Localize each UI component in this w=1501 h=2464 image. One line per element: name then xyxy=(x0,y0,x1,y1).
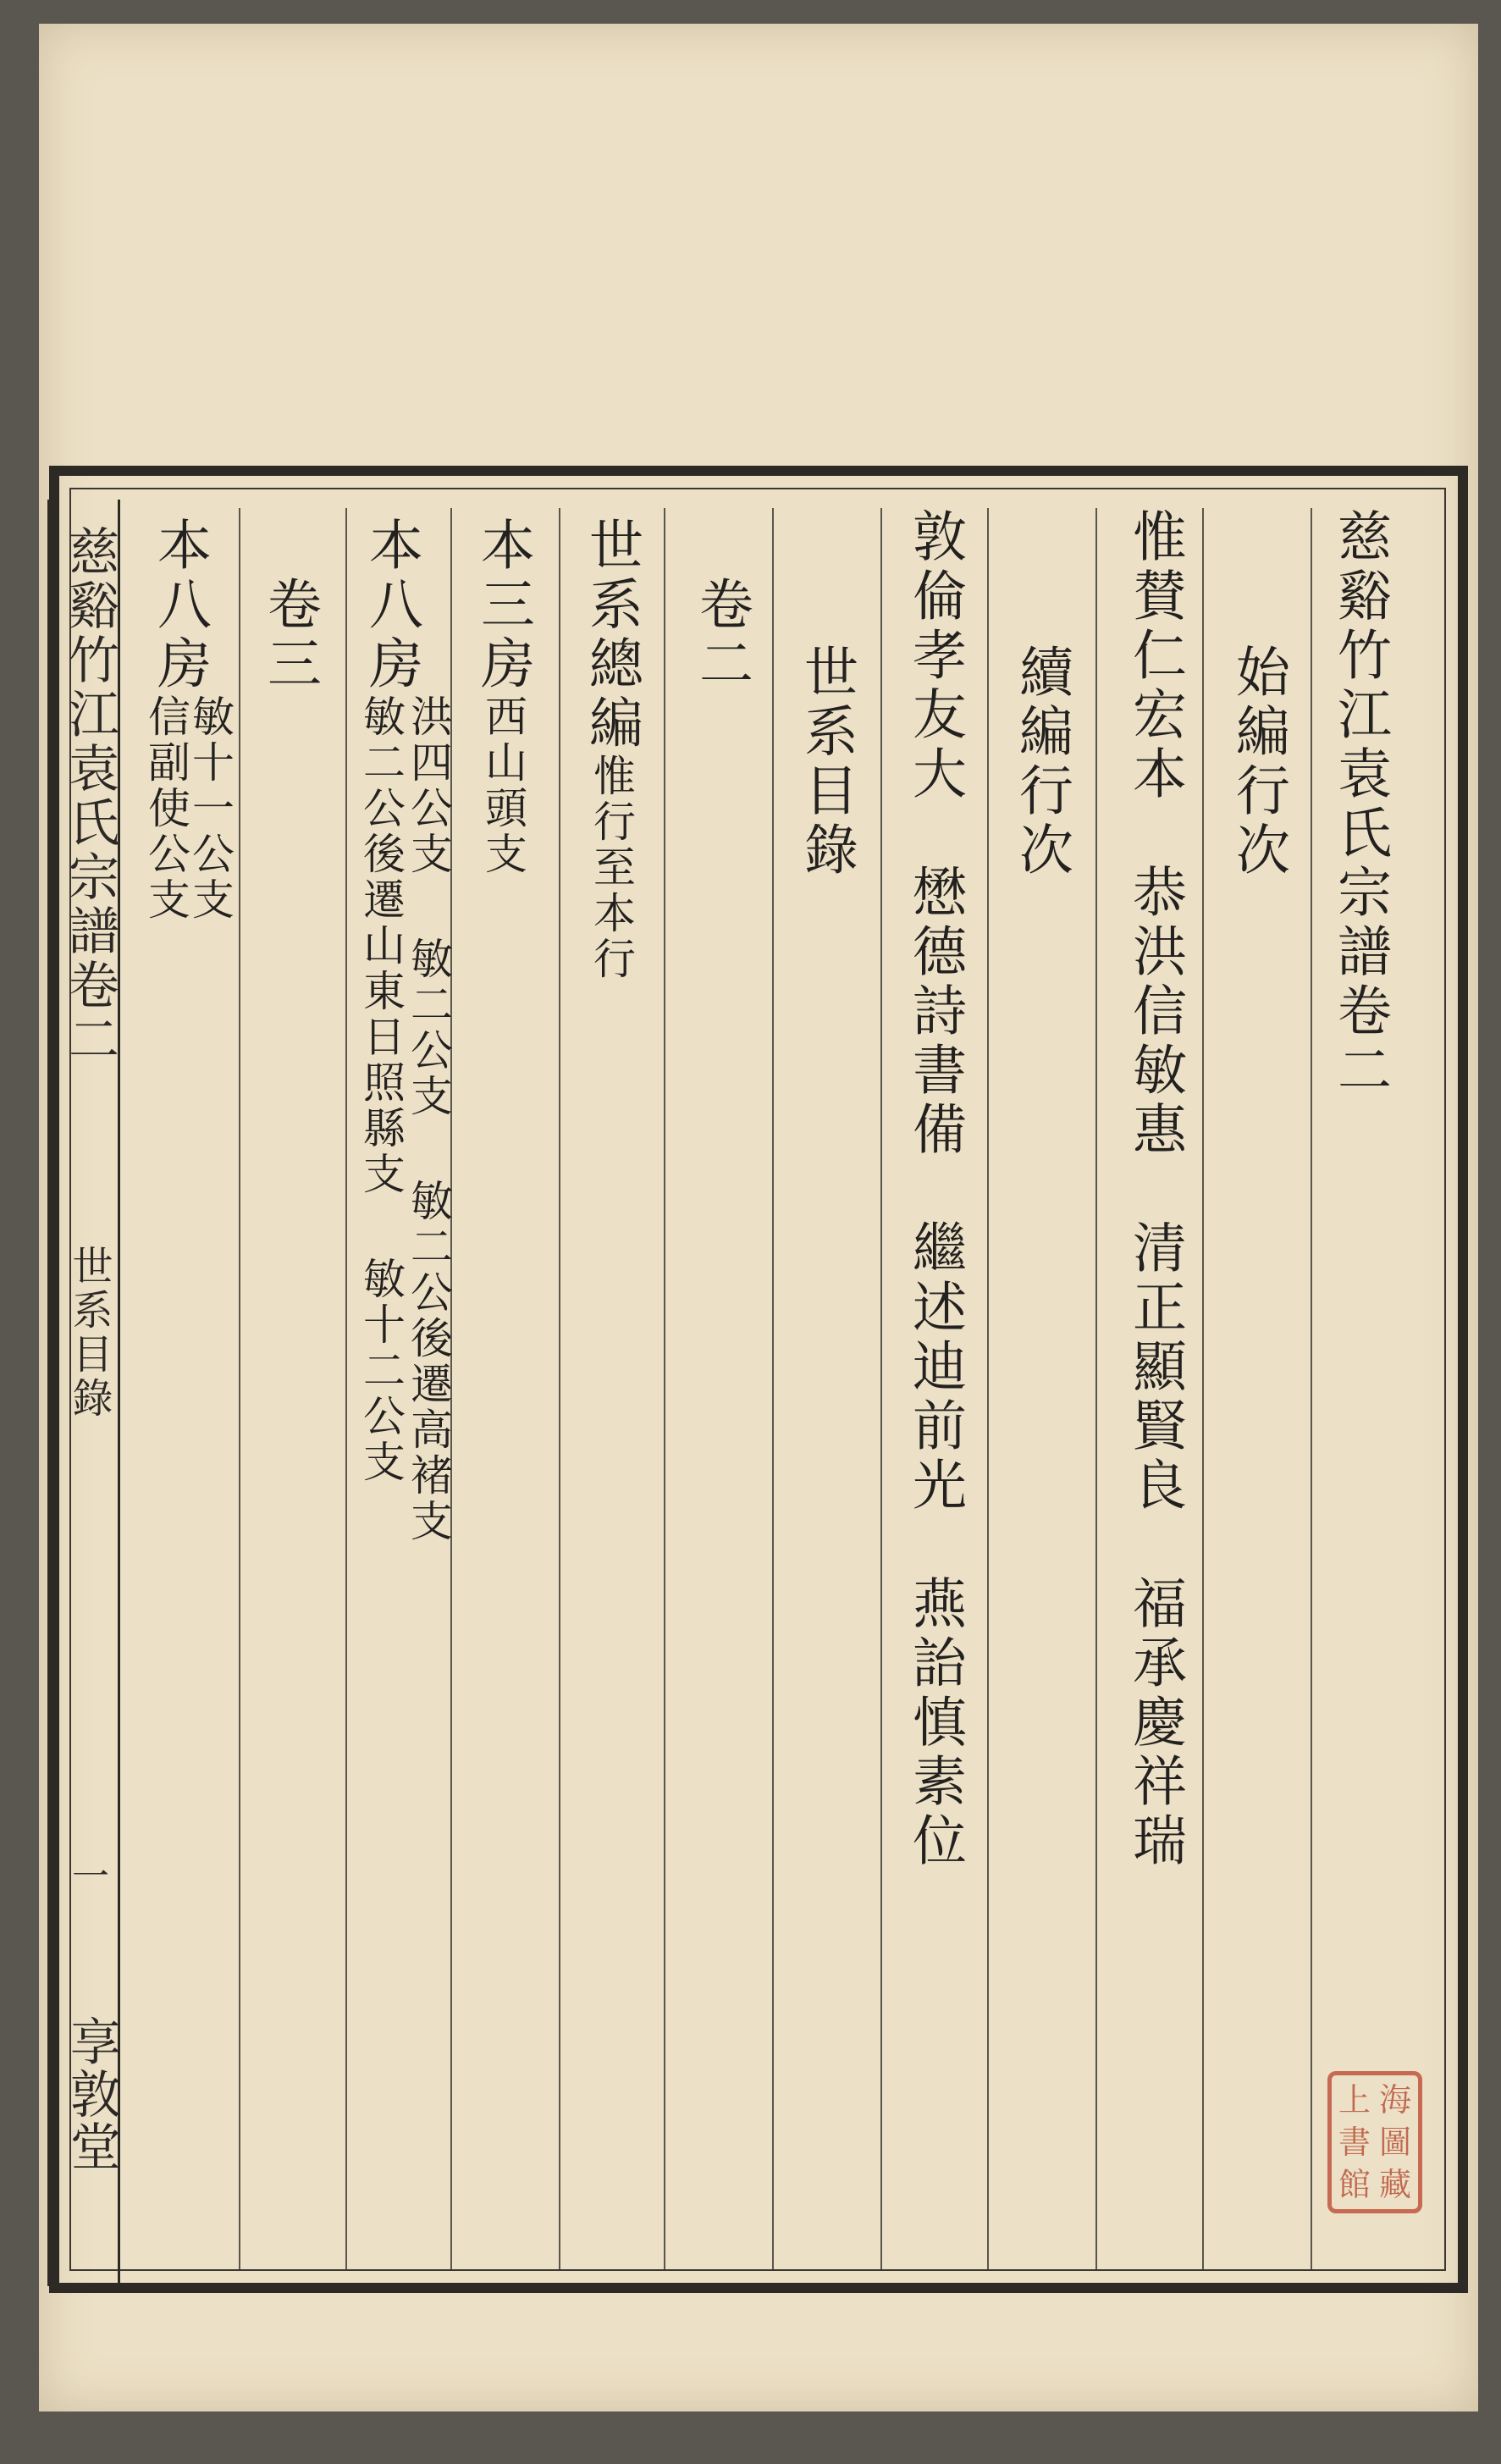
column-rule xyxy=(772,508,774,2269)
volume-two-label: 卷二 xyxy=(690,576,753,694)
column-rule xyxy=(1202,508,1204,2269)
spine-studio-name: 享敦堂 xyxy=(62,2015,121,2173)
entry-lineage-compilation: 世系總編惟行至本行 xyxy=(580,517,643,982)
volume-three-label: 卷三 xyxy=(258,576,321,694)
spine-section: 世系目錄 xyxy=(65,1245,113,1421)
heading-original-order: 始編行次 xyxy=(1227,644,1289,881)
generation-poem-1: 惟賛仁宏本恭洪信敏惠清正顯賢良福承慶祥瑞 xyxy=(1123,508,1186,1871)
eighth-house-2-branch-a: 敏十一公支 xyxy=(185,694,235,923)
generation-poem-2: 敦倫孝友大懋德詩書備繼述迪前光燕詒慎素位 xyxy=(903,508,966,1871)
eighth-house-branches-a: 洪四公支敏二公支敏二公後遷高褚支 xyxy=(404,694,453,1544)
column-rule xyxy=(1311,508,1312,2269)
heading-genealogy-index: 世系目錄 xyxy=(795,644,858,881)
spine-page-number: 一 xyxy=(72,1855,109,1898)
eighth-house-branches-b: 敏二公後遷山東日照縣支敏十二公支 xyxy=(356,694,406,1485)
heading-continued-order: 續編行次 xyxy=(1010,644,1073,881)
spine-title: 慈谿竹江袁氏宗譜卷二 xyxy=(60,525,119,1067)
entry-eighth-house-2: 本八房 xyxy=(148,517,211,694)
entry-third-house: 本三房西山頭支 xyxy=(472,517,534,877)
book-title: 慈谿竹江袁氏宗譜卷二 xyxy=(1328,508,1391,1101)
column-rule xyxy=(664,508,665,2269)
column-rule xyxy=(559,508,560,2269)
column-rule xyxy=(345,508,347,2269)
spine-margin xyxy=(47,500,120,2286)
column-rule xyxy=(1095,508,1097,2269)
eighth-house-2-branch-b: 信副使公支 xyxy=(141,694,190,923)
column-rule xyxy=(880,508,882,2269)
library-seal: 上 海 書 圖 館 藏 xyxy=(1327,2071,1422,2213)
entry-eighth-house: 本八房 xyxy=(360,517,422,694)
column-rule xyxy=(987,508,989,2269)
